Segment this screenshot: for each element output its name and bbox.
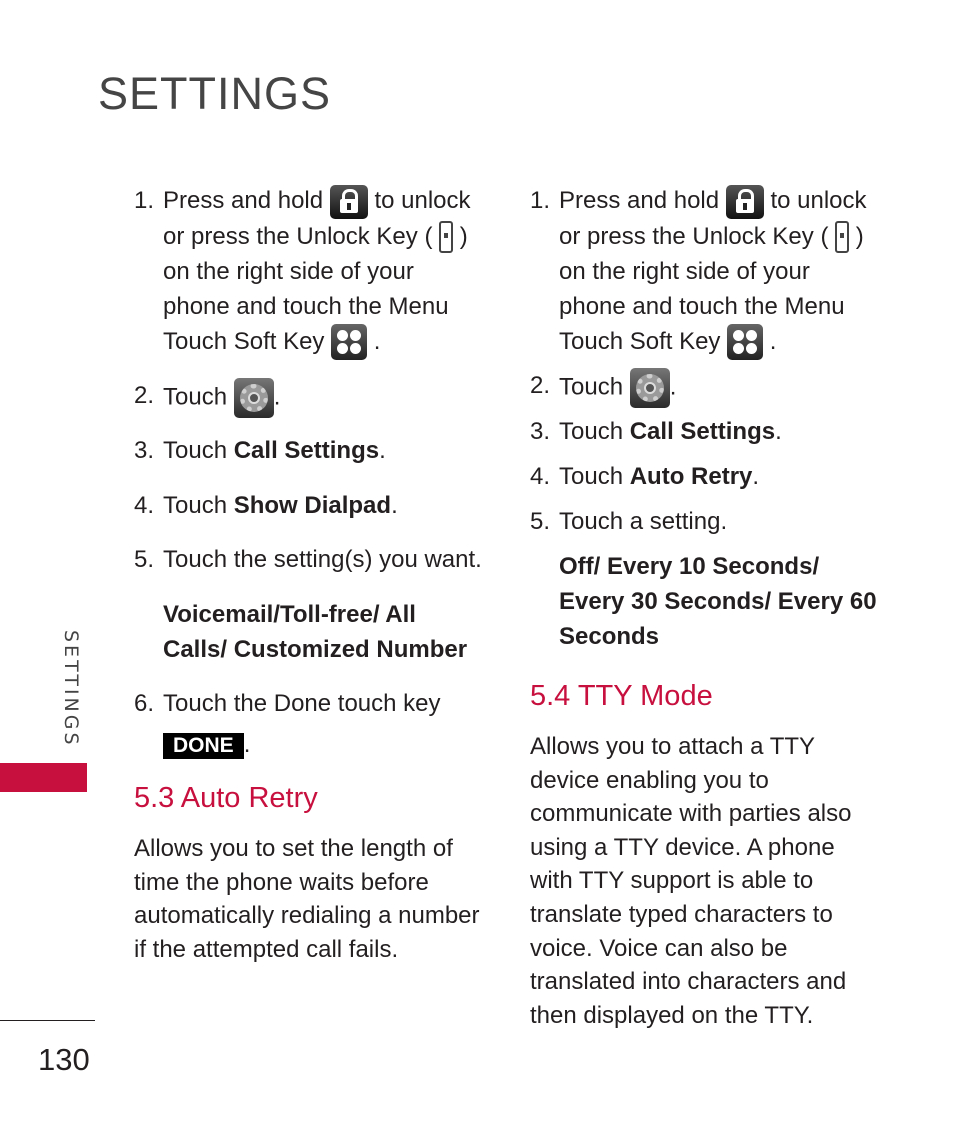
unlock-key-icon	[439, 221, 453, 253]
step-text: to unlock	[770, 187, 867, 214]
step-number: 3.	[134, 437, 155, 464]
footer-rule	[0, 1020, 95, 1021]
step-number: 1.	[134, 187, 155, 214]
option-line: Seconds	[559, 623, 660, 650]
done-key-icon: DONE	[163, 733, 244, 759]
step-text: Touch Soft Key	[163, 327, 325, 355]
step-text: Touch	[559, 373, 624, 401]
step-text: phone and touch the Menu	[163, 292, 449, 320]
right-step-4: 4. Touch Auto Retry.	[530, 459, 890, 494]
step-text: Touch	[163, 383, 228, 411]
settings-gear-icon	[234, 378, 274, 418]
step-number: 4.	[134, 492, 155, 519]
right-column	[530, 0, 900, 1145]
step-text: Press and hold	[559, 187, 720, 214]
option-line: Calls/ Customized Number	[163, 636, 468, 663]
step-text: phone and touch the Menu	[559, 292, 845, 320]
step-text: Touch the Done touch key	[163, 690, 441, 717]
right-step-2: 2. Touch .	[530, 368, 890, 408]
step-number: 3.	[530, 418, 551, 445]
step-number: 5.	[134, 546, 155, 573]
option-line: Off/ Every 10 Seconds/	[559, 553, 820, 580]
auto-retry-label: Auto Retry	[629, 463, 753, 490]
step-text: to unlock	[374, 187, 471, 214]
section-heading-auto-retry: 5.3 Auto Retry	[134, 782, 318, 814]
step-text: Touch Soft Key	[559, 327, 721, 355]
lock-icon	[726, 185, 764, 219]
step-text: )	[855, 222, 864, 250]
left-step-2: 2. Touch .	[134, 378, 494, 418]
step-text: )	[459, 222, 468, 250]
menu-icon	[331, 324, 367, 360]
settings-gear-icon	[630, 368, 670, 408]
step-number: 2.	[530, 372, 551, 399]
right-options	[559, 549, 899, 654]
right-step-5	[530, 504, 890, 539]
show-dialpad-label: Show Dialpad	[233, 492, 392, 519]
left-step-5	[134, 542, 494, 577]
step-text: Touch a setting.	[559, 508, 728, 535]
menu-icon	[727, 324, 763, 360]
step-text: or press the Unlock Key (	[559, 222, 829, 250]
auto-retry-description: Allows you to set the length of time the phone waits before automatically redialing a number if the attempted call fails.	[134, 835, 480, 963]
option-line: Every 30 Seconds/ Every 60	[559, 588, 877, 615]
page-number: 130	[38, 1042, 90, 1077]
left-step-3: 3. Touch Call Settings.	[134, 433, 494, 468]
left-step-4: 4. Touch Show Dialpad.	[134, 488, 494, 523]
call-settings-label: Call Settings	[233, 437, 380, 464]
unlock-key-icon	[835, 221, 849, 253]
step-number: 4.	[530, 463, 551, 490]
step-number: 6.	[134, 690, 155, 717]
left-column	[134, 0, 504, 1145]
side-tab-marker	[0, 763, 87, 792]
step-number: 1.	[530, 187, 551, 214]
side-tab-label: SETTINGS	[60, 630, 82, 748]
page-title: SETTINGS	[98, 68, 332, 119]
call-settings-label: Call Settings	[629, 418, 776, 445]
step-text: Press and hold	[163, 187, 324, 214]
left-options	[163, 597, 503, 667]
right-step-1: 1. Press and hold to unlock or press the Unlock Key ( ) on the right side of your phone and touch the Menu Touch Soft Key .	[530, 183, 890, 363]
step-text: on the right side of your	[163, 257, 414, 285]
option-line: Voicemail/Toll-free/ All	[163, 601, 416, 628]
left-step-1: 1. Press and hold to unlock or press the Unlock Key ( ) on the right side of your phone and touch the Menu Touch Soft Key .	[134, 183, 494, 363]
tty-mode-description: Allows you to attach a TTY device enabling you to communicate with parties also using a TTY device. A phone with TTY support is able to translate typed characters to voice. Voice can also be translated into characters and then displayed on the TTY.	[530, 733, 852, 1029]
step-text: or press the Unlock Key (	[163, 222, 433, 250]
right-step-3: 3. Touch Call Settings.	[530, 414, 890, 449]
step-text: Touch the setting(s) you want.	[163, 546, 482, 573]
step-text: on the right side of your	[559, 257, 810, 285]
step-number: 2.	[134, 382, 155, 409]
lock-icon	[330, 185, 368, 219]
step-number: 5.	[530, 508, 551, 535]
left-step-6: 6. Touch the Done touch key DONE .	[134, 686, 494, 766]
section-heading-tty-mode: 5.4 TTY Mode	[530, 680, 713, 712]
